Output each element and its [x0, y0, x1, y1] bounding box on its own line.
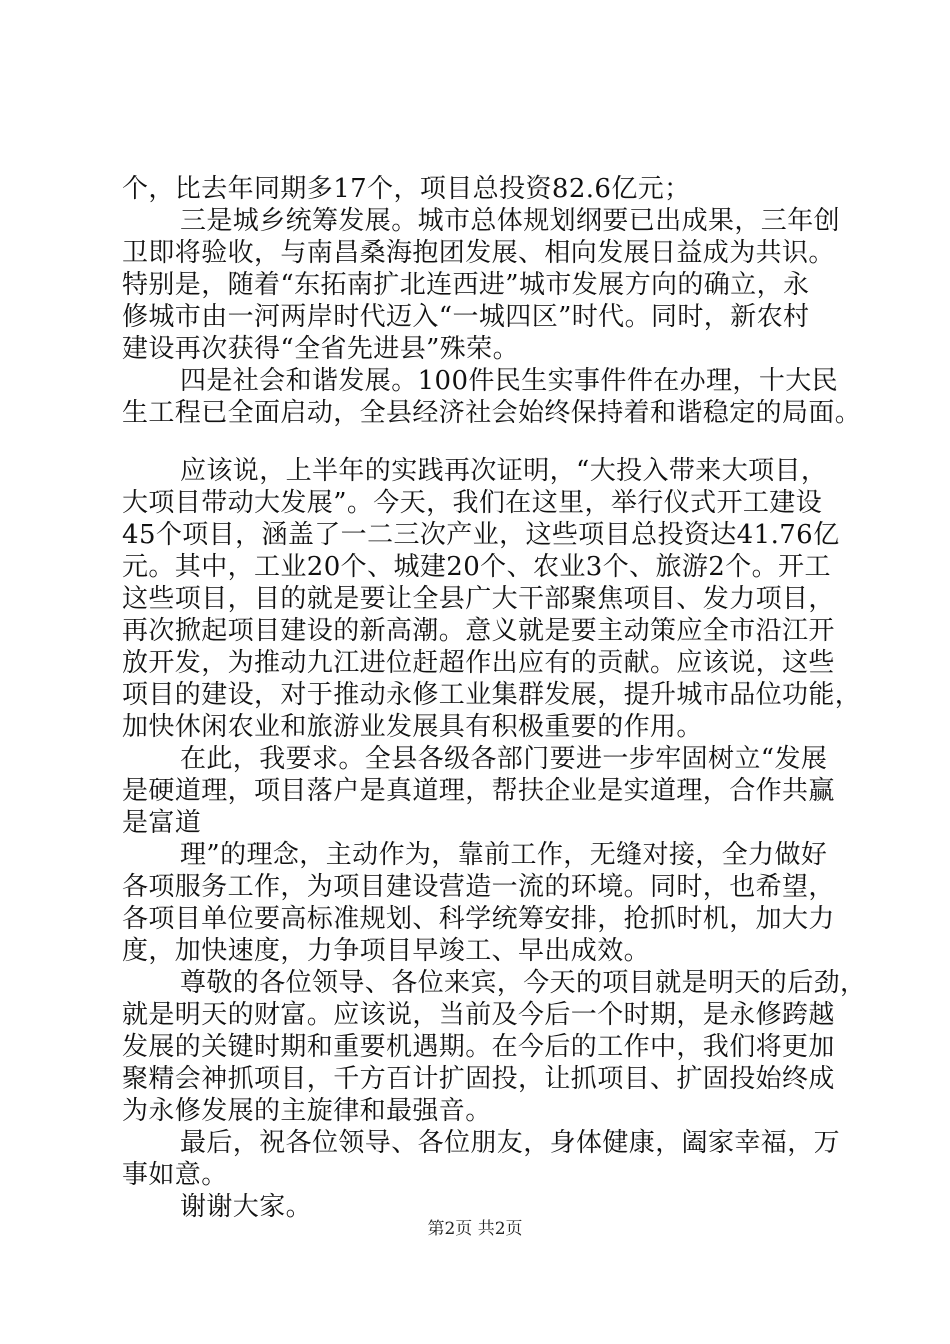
text-line: 度，加快速度，力争项目早竣工、早出成效。: [122, 936, 651, 966]
text-line: 是硬道理，项目落户是真道理，帮扶企业是实道理，合作共赢: [122, 776, 835, 806]
text-line: 各项服务工作，为项目建设营造一流的环境。同时，也希望，: [122, 872, 835, 902]
text-line: 卫即将验收，与南昌桑海抱团发展、相向发展日益成为共识。: [122, 238, 835, 268]
page-number-footer: 第2页 共2页: [427, 1219, 523, 1239]
text-line: 个，比去年同期多17个，项目总投资82.6亿元；: [122, 174, 691, 204]
text-line: 修城市由一河两岸时代迈入“一城四区”时代。同时，新农村: [122, 302, 810, 332]
paragraph-start-line: 尊敬的各位领导、各位来宾，今天的项目就是明天的后劲，: [180, 968, 867, 998]
text-line: 生工程已全面启动，全县经济社会始终保持着和谐稳定的局面。: [122, 398, 862, 428]
text-line: 放开发，为推动九江进位赶超作出应有的贡献。应该说，这些: [122, 648, 835, 678]
text-line: 就是明天的财富。应该说，当前及今后一个时期，是永修跨越: [122, 1000, 835, 1030]
paragraph-start-line: 三是城乡统筹发展。城市总体规划纲要已出成果，三年创: [180, 206, 841, 236]
text-line: 项目的建设，对于推动永修工业集群发展，提升城市品位功能，: [122, 680, 862, 710]
text-line: 大项目带动大发展”。今天，我们在这里，举行仪式开工建设: [122, 488, 823, 518]
text-line: 建设再次获得“全省先进县”殊荣。: [122, 334, 519, 364]
text-line: 事如意。: [122, 1160, 228, 1190]
text-line: 加快休闲农业和旅游业发展具有积极重要的作用。: [122, 712, 703, 742]
text-line: 是富道: [122, 808, 202, 838]
paragraph-start-line: 四是社会和谐发展。100件民生实事件件在办理，十大民: [180, 366, 839, 396]
text-line: 各项目单位要高标准规划、科学统筹安排，抢抓时机，加大力: [122, 904, 835, 934]
text-line: 元。其中，工业20个、城建20个、农业3个、旅游2个。开工: [122, 552, 831, 582]
paragraph-start-line: 在此，我要求。全县各级各部门要进一步牢固树立“发展: [180, 744, 828, 774]
closing-line: 谢谢大家。: [180, 1192, 313, 1222]
text-line: 这些项目，目的就是要让全县广大干部聚焦项目、发力项目，: [122, 584, 835, 614]
text-line: 45个项目，涵盖了一二三次产业，这些项目总投资达41.76亿: [122, 520, 840, 550]
text-line: 为永修发展的主旋律和最强音。: [122, 1096, 492, 1126]
text-line: 特别是，随着“东拓南扩北连西进”城市发展方向的确立，永: [122, 270, 810, 300]
text-line: 聚精会神抓项目，千方百计扩固投，让抓项目、扩固投始终成: [122, 1064, 835, 1094]
paragraph-start-line: 最后，祝各位领导、各位朋友，身体健康，阖家幸福，万: [180, 1128, 841, 1158]
text-line: 发展的关键时期和重要机遇期。在今后的工作中，我们将更加: [122, 1032, 835, 1062]
text-line: 再次掀起项目建设的新高潮。意义就是要主动策应全市沿江开: [122, 616, 835, 646]
paragraph-start-line: 理”的理念，主动作为，靠前工作，无缝对接，全力做好: [180, 840, 828, 870]
paragraph-start-line: 应该说，上半年的实践再次证明，“大投入带来大项目，: [180, 456, 828, 486]
